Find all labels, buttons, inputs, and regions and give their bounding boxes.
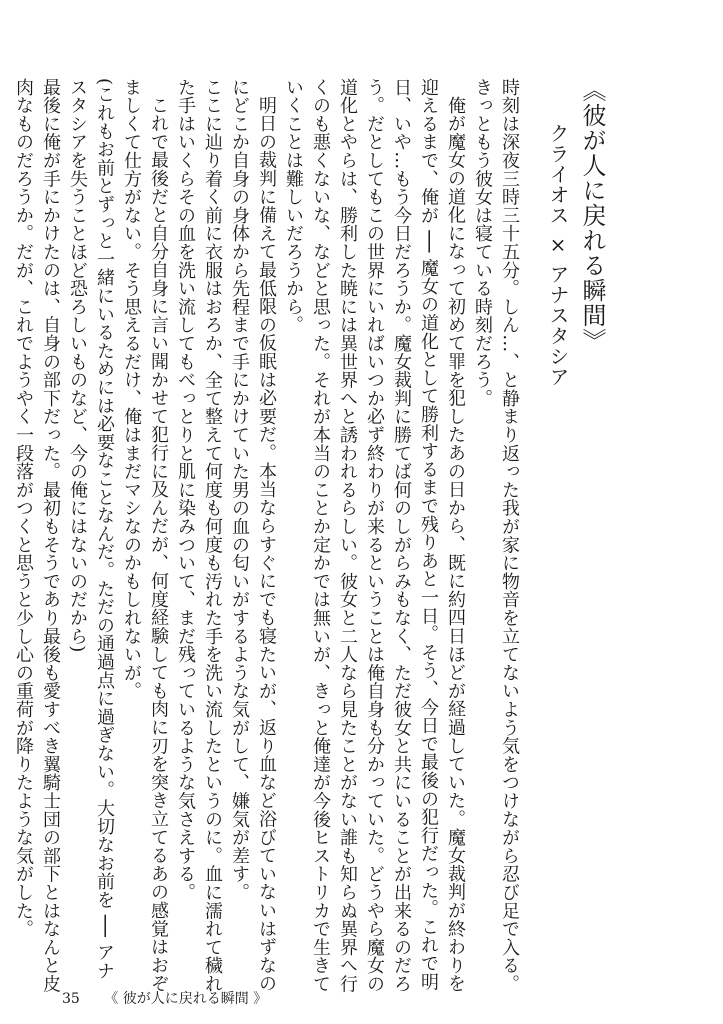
paragraph: 明日の裁判に備えて最低限の仮眠は必要だ。本当ならすぐにでも寝たいが、返り血など浴びていないはずなのにどこか自身の身体から先程まで手にかけていた男の血の匂いがするような気がして、嫌気が差す。: [229, 78, 277, 993]
running-title: 《 彼が人に戻れる瞬間 》: [104, 991, 268, 1007]
body-text: [10, 78, 523, 993]
paragraph: 最後に俺が手にかけたのは、自身の部下だった。最初もそうであり最後も愛すべき翼騎士団の部下とはなんと皮肉なものだろうか。だが、これでようやく一段落がつくと思うと少し心の重荷が降りたような気がした。: [13, 78, 61, 993]
page-number: 35: [62, 991, 80, 1007]
paragraph: ここに辿り着く前に衣服はおろか、全て整えて何度も何度も汚れた手を洗い流したというのに。血に濡れて穢れた手はいくらその血を洗い流してもべっとりと肌に染みついて、まだ残っているような気さえする。: [175, 78, 223, 993]
character-pairing-subtitle: クライオス × アナスタシア: [546, 123, 570, 387]
paragraph: 時刻は深夜三時三十五分。しん…、と静まり返った我が家に物音を立てないよう気をつけながら忍び足で入る。きっともう彼女は寝ている時刻だろう。: [472, 78, 520, 993]
page-footer: [62, 988, 267, 1008]
paragraph: 俺が魔女の道化になって初めて罪を犯したあの日から、既に約四日ほどが経過していた。魔女裁判が終わりを迎えるまで、俺が ── 魔女の道化として勝利するまで残りあと一日。そう、今日で最後の犯行だった。これで明日、いや…もう今日だろうか。魔女裁判に勝てば何のしがらみもなく、ただ彼女と共にいることが出来るのだろう。だとしてもこの世界にいればいつか必ず終わりが来るということは俺自身も分かっていた。どうやら魔女の道化とやらは、勝利した暁には異世界へと誘われるらしい。彼女と二人なら見たことがない誰も知らぬ異界へ行くのも悪くないな、などと思った。それが本当のことか定かでは無いが、きっと俺達が今後ヒストリカで生きていくことは難しいだろうから。: [283, 78, 466, 993]
story-title: 《彼が人に戻れる瞬間》: [578, 78, 606, 353]
paragraph: これで最後だと自分自身に言い聞かせて犯行に及んだが、何度経験しても肉に刃を突き立てるあの感覚はおぞましくて仕方がない。そう思えるだけ、俺はまだマシなのかもしれないが。: [121, 78, 169, 993]
paragraph: (これもお前とずっと一緒にいるためには必要なことなんだ。ただの通過点に過ぎない。大切なお前を ── アナスタシアを失うことほど恐ろしいものなど、今の俺にはないのだから): [67, 78, 115, 980]
